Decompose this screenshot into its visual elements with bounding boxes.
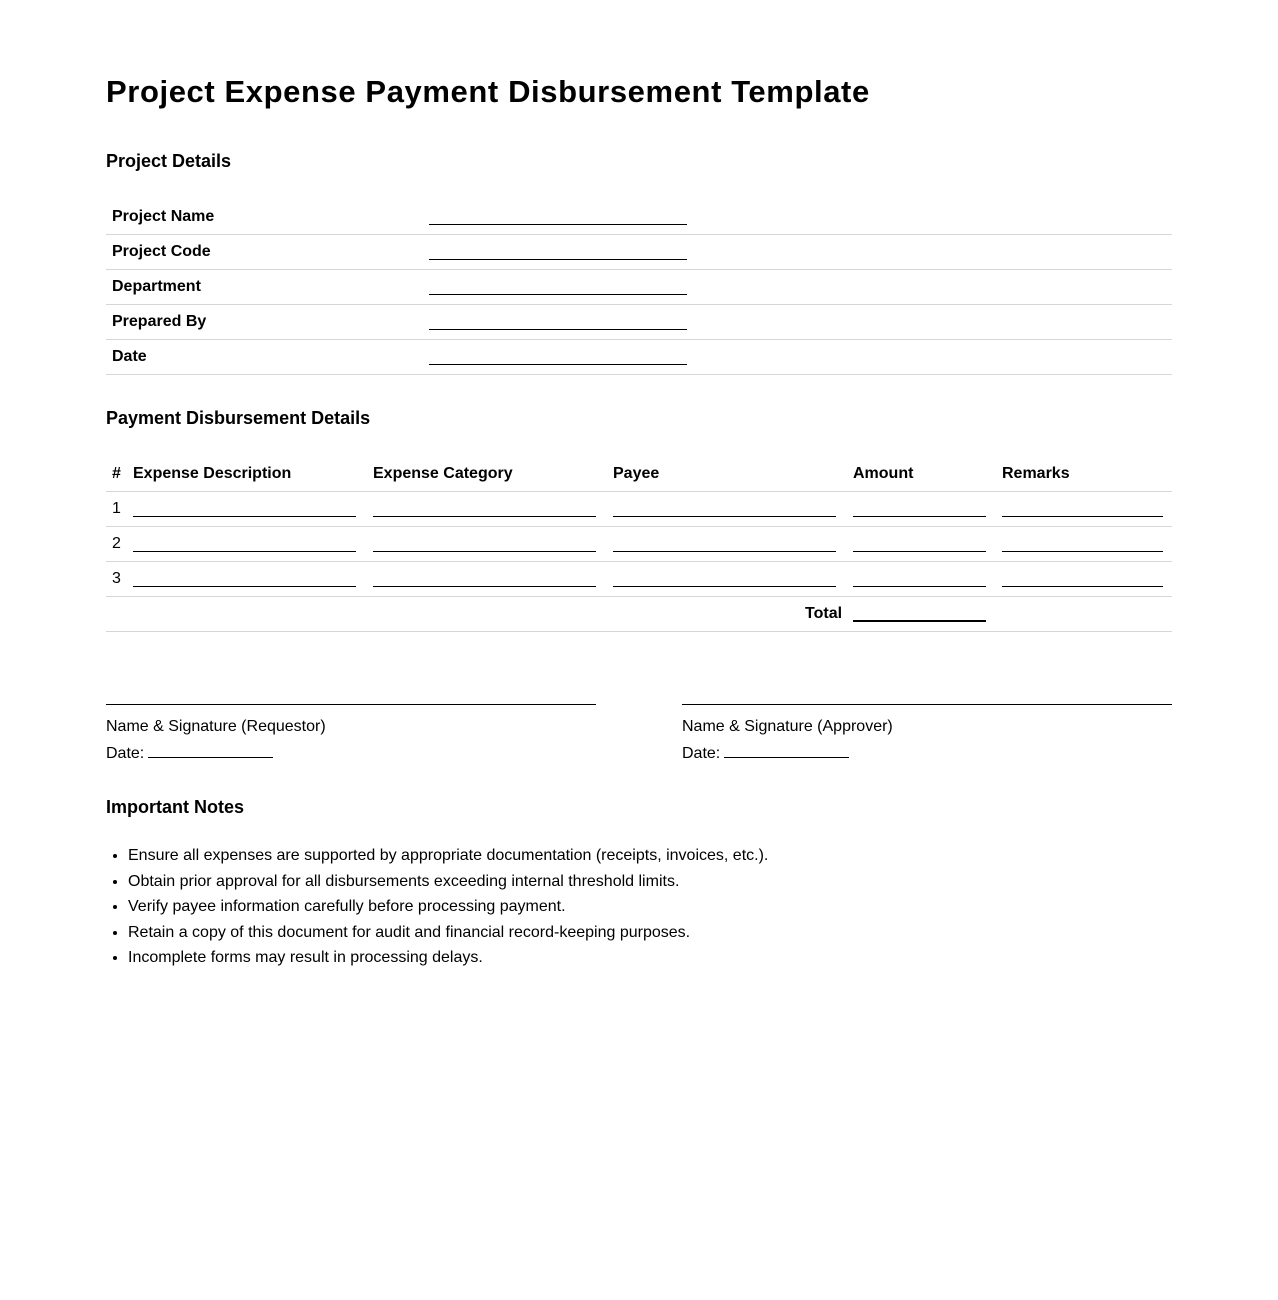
approver-signature-block — [682, 704, 1172, 764]
requestor-signature-line[interactable] — [106, 704, 596, 705]
total-amount-field[interactable] — [853, 620, 986, 622]
row-number: 2 — [112, 535, 121, 552]
list-item: • Obtain prior approval for all disbursements exceeding internal threshold limits. — [128, 869, 768, 895]
requestor-date — [106, 743, 596, 764]
expense-description-field[interactable] — [133, 516, 356, 517]
amount-field[interactable] — [853, 516, 986, 517]
expense-category-field[interactable] — [373, 551, 596, 552]
column-header-description: Expense Description — [133, 465, 292, 482]
detail-label: Department — [112, 278, 201, 295]
project-code-field[interactable] — [429, 259, 687, 260]
payee-field[interactable] — [613, 551, 836, 552]
requestor-date-label: Date: — [106, 745, 145, 762]
detail-label: Prepared By — [112, 313, 207, 330]
requestor-signature-label: Name & Signature (Requestor) — [106, 718, 326, 735]
date-field[interactable] — [429, 364, 687, 365]
detail-row-prepared-by — [106, 305, 1172, 340]
detail-label: Project Name — [112, 208, 215, 225]
detail-label: Project Code — [112, 243, 211, 260]
department-field[interactable] — [429, 294, 687, 295]
approver-date-field[interactable] — [724, 743, 849, 758]
table-row — [106, 562, 1172, 597]
project-details-heading: Project Details — [106, 151, 232, 171]
payee-field[interactable] — [613, 516, 836, 517]
row-number: 1 — [112, 500, 121, 517]
payee-field[interactable] — [613, 586, 836, 587]
detail-label: Date — [112, 348, 147, 365]
payment-table-header — [106, 457, 1172, 492]
column-header-number: # — [112, 465, 121, 482]
expense-description-field[interactable] — [133, 586, 356, 587]
requestor-date-field[interactable] — [148, 743, 273, 758]
total-row — [106, 597, 1172, 632]
table-row — [106, 492, 1172, 527]
remarks-field[interactable] — [1002, 551, 1163, 552]
column-header-remarks: Remarks — [1002, 465, 1070, 482]
amount-field[interactable] — [853, 586, 986, 587]
approver-signature-line[interactable] — [682, 704, 1172, 705]
expense-category-field[interactable] — [373, 516, 596, 517]
detail-row-date — [106, 340, 1172, 375]
remarks-field[interactable] — [1002, 516, 1163, 517]
requestor-signature-block — [106, 704, 596, 764]
project-details-table — [106, 200, 1172, 375]
expense-category-field[interactable] — [373, 586, 596, 587]
detail-row-department — [106, 270, 1172, 305]
payment-table — [106, 457, 1172, 632]
approver-date — [682, 743, 1172, 764]
column-header-category: Expense Category — [373, 465, 513, 482]
approver-date-label: Date: — [682, 745, 721, 762]
prepared-by-field[interactable] — [429, 329, 687, 330]
list-item: • Incomplete forms may result in processing delays. — [128, 945, 768, 971]
important-notes-heading: Important Notes — [106, 797, 245, 817]
expense-description-field[interactable] — [133, 551, 356, 552]
list-item: • Ensure all expenses are supported by appropriate documentation (receipts, invoices, etc.). — [128, 843, 768, 869]
notes-list — [106, 843, 768, 971]
detail-row-project-name — [106, 200, 1172, 235]
approver-signature-label: Name & Signature (Approver) — [682, 718, 893, 735]
list-item: • Verify payee information carefully before processing payment. — [128, 894, 768, 920]
detail-row-project-code — [106, 235, 1172, 270]
page-title: Project Expense Payment Disbursement Template — [106, 74, 870, 109]
row-number: 3 — [112, 570, 121, 587]
column-header-payee: Payee — [613, 465, 660, 482]
amount-field[interactable] — [853, 551, 986, 552]
list-item: • Retain a copy of this document for audit and financial record-keeping purposes. — [128, 920, 768, 946]
column-header-amount: Amount — [853, 465, 914, 482]
total-label: Total — [805, 605, 843, 622]
remarks-field[interactable] — [1002, 586, 1163, 587]
table-row — [106, 527, 1172, 562]
project-name-field[interactable] — [429, 224, 687, 225]
payment-details-heading: Payment Disbursement Details — [106, 408, 371, 428]
